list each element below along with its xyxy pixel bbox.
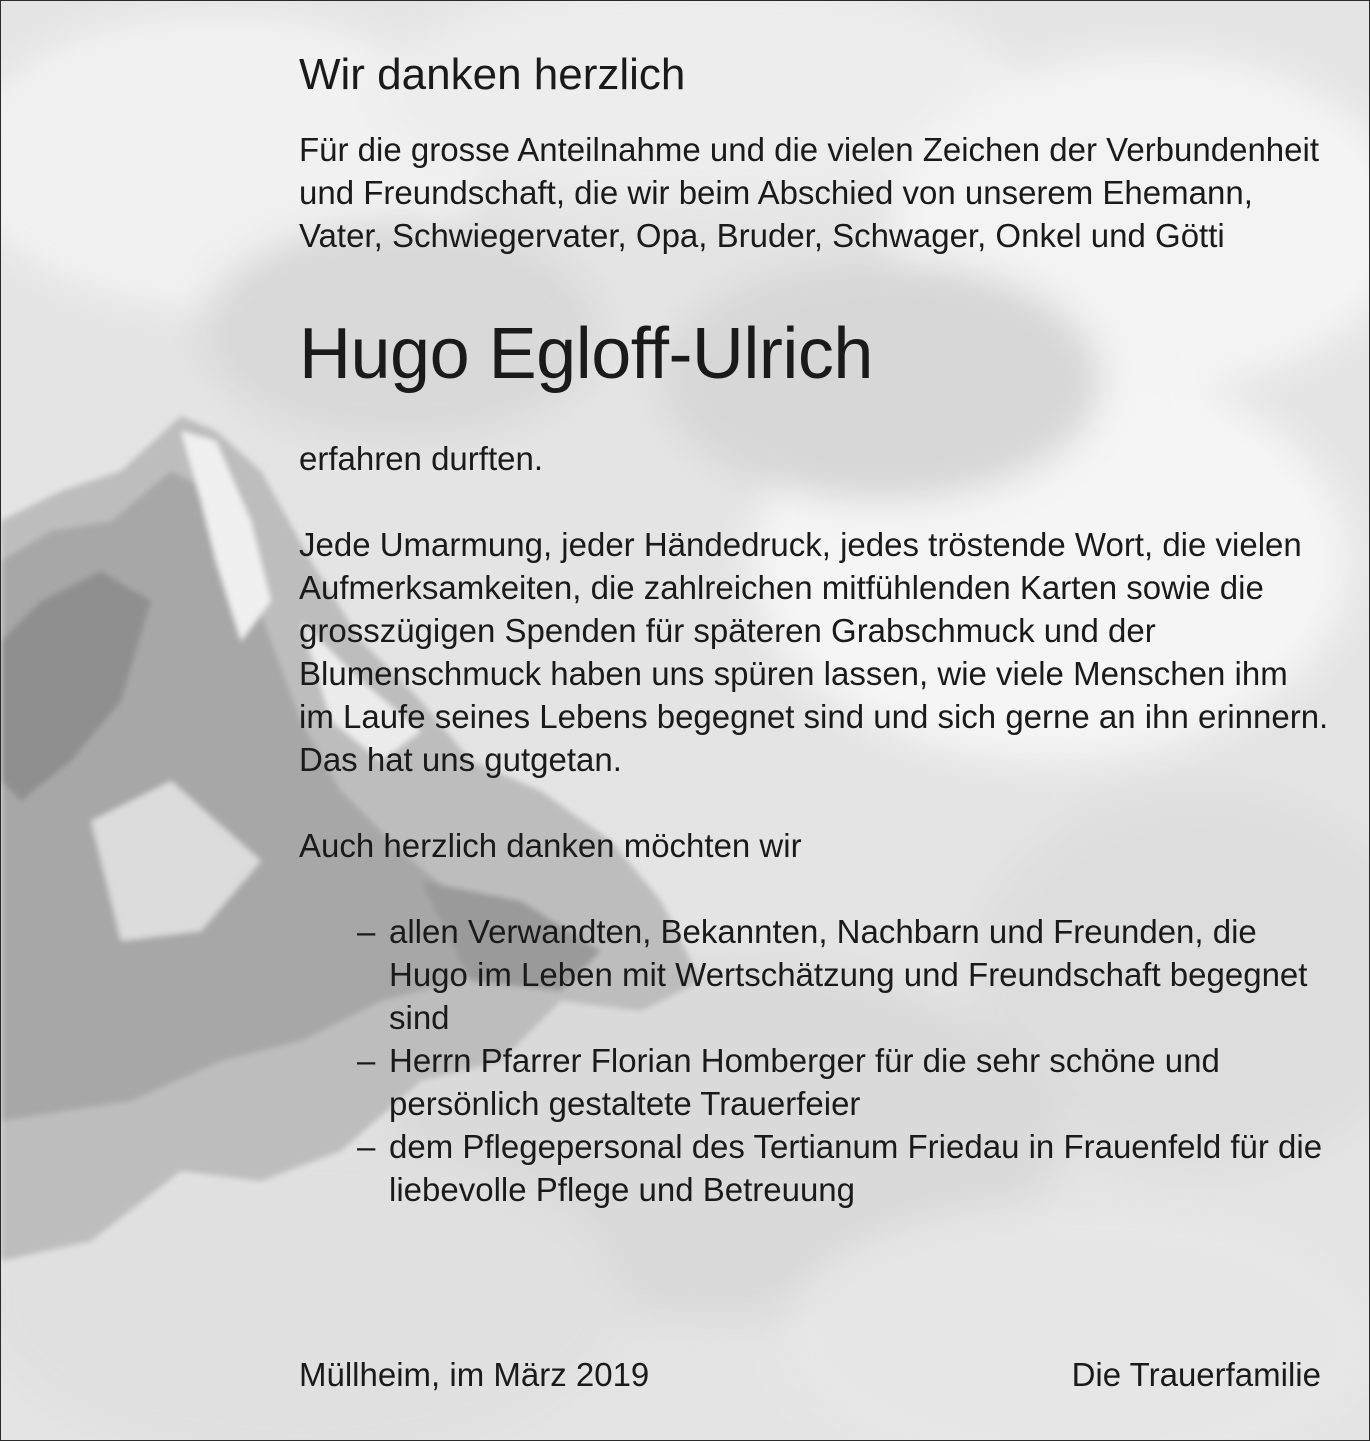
deceased-name: Hugo Egloff-Ulrich: [299, 314, 873, 394]
intro-paragraph: Für die grosse Anteilnahme und die vielen Zeichen der Verbundenheit und Freundschaft, die wir beim Abschied von unserem Ehemann, Vater, Schwiegervater, Opa, Bruder, Schwager, Onkel und Götti: [299, 131, 1320, 254]
body-paragraph: Jede Umarmung, jeder Händedruck, jedes tröstende Wort, die vielen Aufmerksamkeiten, die zahlreichen mitfühlenden Karten sowie die grosszügigen Spenden für späteren Grabschmuck und der Blumenschmuck haben uns spüren lassen, wie viele Menschen ihm im Laufe seines Lebens begegnet sind und sich gerne an ihn erinnern. Das hat uns gutgetan.: [299, 526, 1329, 778]
thanks-item-text: allen Verwandten, Bekannten, Nachbarn und Freunden, die Hugo im Leben mit Wertschätzung und Freundschaft begegnet sind: [389, 913, 1308, 1036]
thanks-list-item: [357, 1125, 1329, 1211]
dash-bullet: –: [357, 1128, 376, 1165]
dash-bullet: –: [357, 1042, 376, 1079]
thanks-list: [299, 910, 1329, 1211]
thanks-list-item: [357, 910, 1329, 1039]
greeting-heading: Wir danken herzlich: [299, 50, 686, 99]
notice-content: [299, 47, 1329, 1211]
thanks-item-text: Herrn Pfarrer Florian Homberger für die sehr schöne und persönlich gestaltete Trauerfeier: [389, 1042, 1220, 1122]
thanks-lead: Auch herzlich danken möchten wir: [299, 827, 802, 864]
place-date: Müllheim, im März 2019: [299, 1356, 650, 1393]
thanks-item-text: dem Pflegepersonal des Tertianum Friedau in Frauenfeld für die liebevolle Pflege und Betreuung: [389, 1128, 1323, 1208]
signature: Die Trauerfamilie: [1071, 1356, 1321, 1393]
dash-bullet: –: [357, 913, 376, 950]
thanks-list-item: [357, 1039, 1329, 1125]
experienced-line: erfahren durften.: [299, 440, 543, 477]
